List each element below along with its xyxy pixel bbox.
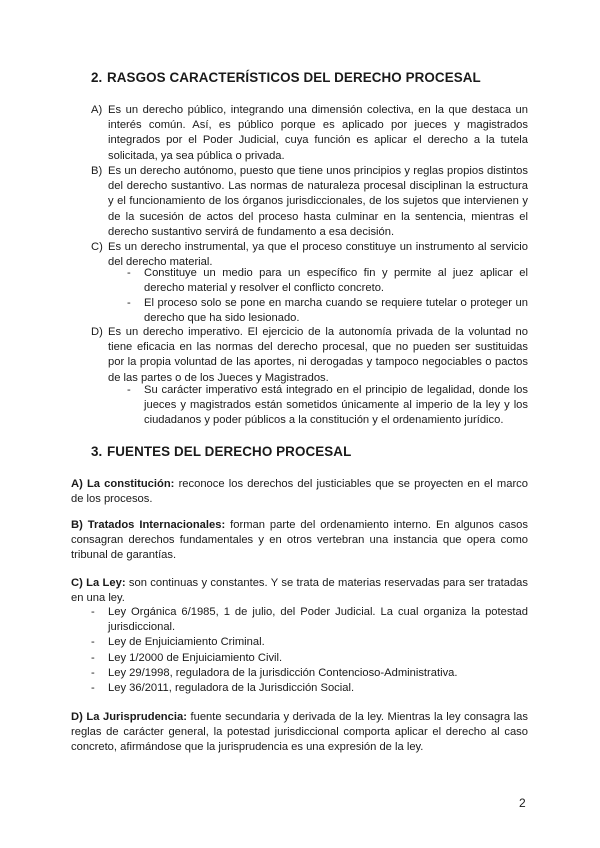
sub-item-text: Constituye un medio para un específico fin y permite al juez aplicar el derecho material y resolver el conflicto concreto. bbox=[144, 267, 528, 295]
source-label: B) Tratados Internacionales: bbox=[71, 519, 226, 531]
sub-item bbox=[127, 266, 528, 296]
dash-marker: - bbox=[91, 636, 95, 649]
source-text: forman parte del ordenamiento interno. En algunos casos consagran derechos fundamentales y en otros vertebran una instancia que opera como tribunal de garantías. bbox=[71, 519, 528, 562]
law-list bbox=[91, 605, 528, 696]
dash-marker: - bbox=[91, 682, 95, 695]
sub-item bbox=[127, 383, 528, 429]
law-list-text: Ley 1/2000 de Enjuiciamiento Civil. bbox=[108, 651, 283, 664]
item-text: Es un derecho autónomo, puesto que tiene unos principios y reglas propios distintos del derecho sustantivo. Las normas de naturaleza procesal disciplinan la estructura y el funcionamiento de los órganos jurisdiccionales, de los sujetos que intervienen y de la sucesión de actos del proceso hasta culminar en la sentencia, mientras el derecho sustantivo servirá de fundamento a esa decisión. bbox=[108, 165, 528, 238]
source-text: fuente secundaria y derivada de la ley. Mientras la ley consagra las reglas de carácter general, la potestad jurisdiccional comporta aplicar el derecho al caso concreto, afirmándose que la jurisprudencia es una expresión de la ley. bbox=[71, 711, 528, 754]
section-3-title: FUENTES DEL DERECHO PROCESAL bbox=[107, 444, 352, 459]
source-text: son continuas y constantes. Y se trata de materias reservadas para ser tratadas en una ley. bbox=[71, 577, 528, 605]
law-list-text: Ley de Enjuiciamiento Criminal. bbox=[108, 636, 265, 649]
source-label: A) La constitución: bbox=[71, 478, 175, 490]
dash-marker: - bbox=[127, 384, 131, 396]
law-list-item bbox=[91, 605, 528, 635]
feature-item-a bbox=[91, 103, 528, 164]
item-text: Es un derecho público, integrando una dimensión colectiva, en la que destaca un interés común. Así, es público porque es aplicado por jueces y magistrados integrados por el Poder Judicial, cuya función es aplicar el derecho a la tutela solicitada, ya sea pública o privada. bbox=[108, 104, 528, 162]
law-list-text: Ley Orgánica 6/1985, 1 de julio, del Poder Judicial. La cual organiza la potestad jurisdiccional. bbox=[108, 606, 528, 634]
section-3-number: 3. bbox=[91, 444, 103, 459]
source-paragraph-constitucion bbox=[71, 477, 528, 507]
page-number: 2 bbox=[519, 796, 526, 810]
law-list-item bbox=[91, 651, 528, 666]
item-marker: D) bbox=[91, 326, 103, 338]
source-label: D) La Jurisprudencia: bbox=[71, 711, 187, 723]
dash-marker: - bbox=[91, 651, 95, 664]
item-text: Es un derecho instrumental, ya que el proceso constituye un instrumento al servicio del derecho material. bbox=[108, 241, 528, 269]
section-2-number: 2. bbox=[91, 70, 103, 85]
sub-item bbox=[127, 296, 528, 326]
feature-item-d bbox=[91, 325, 528, 386]
law-list-item bbox=[91, 666, 528, 681]
item-marker: B) bbox=[91, 165, 103, 177]
dash-marker: - bbox=[127, 267, 131, 279]
dash-marker: - bbox=[91, 666, 95, 679]
law-list-text: Ley 29/1998, reguladora de la jurisdicción Contencioso-Administrativa. bbox=[108, 666, 458, 679]
item-text: Es un derecho imperativo. El ejercicio de la autonomía privada de la voluntad no tiene eficacia en las normas del derecho procesal, que no pueden ser sustituidas por la propia voluntad de las aportes, ni derogadas y tampoco negociables o pactos de las partes o de los Jueces y Magistrados. bbox=[108, 326, 528, 384]
feature-item-b bbox=[91, 164, 528, 240]
dash-marker: - bbox=[91, 606, 95, 618]
sub-item-text: El proceso solo se pone en marcha cuando se requiere tutelar o proteger un derecho que ha sido lesionado. bbox=[144, 297, 528, 325]
dash-marker: - bbox=[127, 297, 131, 309]
source-label: C) La Ley: bbox=[71, 577, 126, 589]
item-marker: A) bbox=[91, 104, 103, 116]
law-list-text: Ley 36/2011, reguladora de la Jurisdicción Social. bbox=[108, 682, 355, 695]
section-2-heading bbox=[91, 70, 481, 85]
source-text: reconoce los derechos del justiciables que se proyecten en el marco de los procesos. bbox=[71, 478, 528, 506]
source-paragraph-jurisprudencia bbox=[71, 710, 528, 756]
law-list-item bbox=[91, 635, 528, 650]
source-paragraph-ley bbox=[71, 576, 528, 606]
sub-item-text: Su carácter imperativo está integrado en el principio de legalidad, donde los jueces y magistrados están sometidos únicamente al imperio de la ley y los ciudadanos y poder públicos a la constitución y el ordenamiento jurídico. bbox=[144, 384, 528, 427]
section-2-title: RASGOS CARACTERÍSTICOS DEL DERECHO PROCESAL bbox=[107, 70, 481, 85]
source-paragraph-tratados bbox=[71, 518, 528, 564]
law-list-item bbox=[91, 681, 528, 696]
item-marker: C) bbox=[91, 241, 103, 253]
section-3-heading bbox=[91, 444, 351, 459]
